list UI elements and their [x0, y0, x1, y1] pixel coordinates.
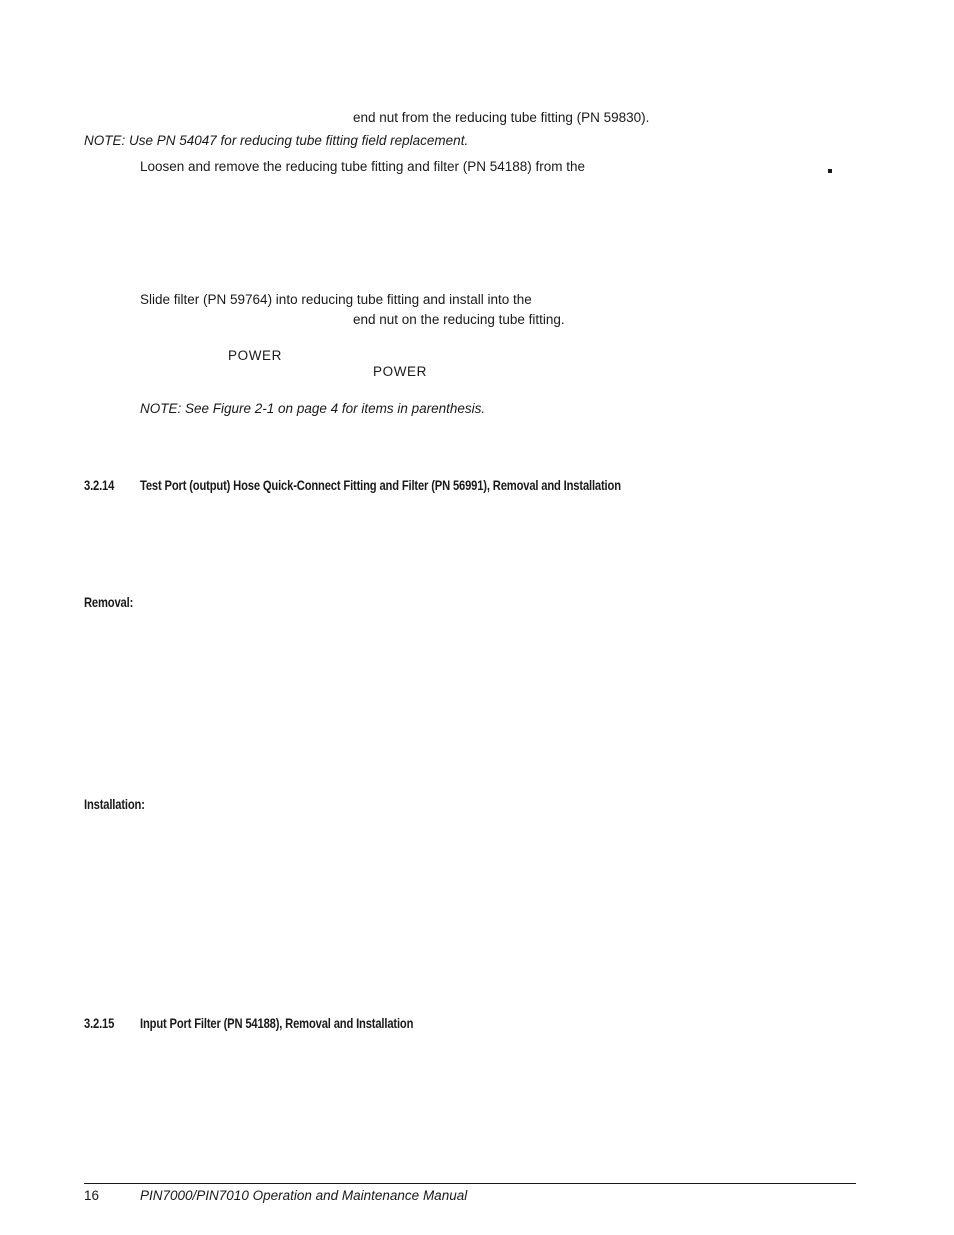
note-figure: NOTE: See Figure 2-1 on page 4 for items in parenthesis.	[140, 401, 486, 416]
page-number: 16	[84, 1188, 100, 1203]
power-label-1: POWER	[228, 348, 283, 363]
note-replacement: NOTE: Use PN 54047 for reducing tube fitting field replacement.	[84, 133, 469, 148]
body-line-loosen: Loosen and remove the reducing tube fitting and filter (PN 54188) from the	[140, 159, 586, 174]
section-number: 3.2.14	[84, 477, 115, 493]
power-label-2: POWER	[373, 364, 428, 379]
section-heading-3-2-15	[84, 1014, 413, 1032]
section-number: 3.2.15	[84, 1015, 115, 1031]
body-line-endnut-1: end nut from the reducing tube fitting (PN 59830).	[353, 110, 650, 125]
subheading-removal: Removal:	[84, 594, 134, 610]
footer-manual-title: PIN7000/PIN7010 Operation and Maintenance Manual	[140, 1188, 468, 1203]
subheading-installation: Installation:	[84, 796, 145, 812]
section-heading-3-2-14	[84, 476, 621, 494]
footer-rule	[84, 1183, 856, 1184]
section-title: Test Port (output) Hose Quick-Connect Fitting and Filter (PN 56991), Removal and Installation	[140, 477, 621, 493]
body-line-slide: Slide filter (PN 59764) into reducing tube fitting and install into the	[140, 292, 532, 307]
section-title: Input Port Filter (PN 54188), Removal and Installation	[140, 1015, 414, 1031]
bullet-marker	[828, 169, 832, 173]
body-line-endnut-2: end nut on the reducing tube fitting.	[353, 312, 565, 327]
